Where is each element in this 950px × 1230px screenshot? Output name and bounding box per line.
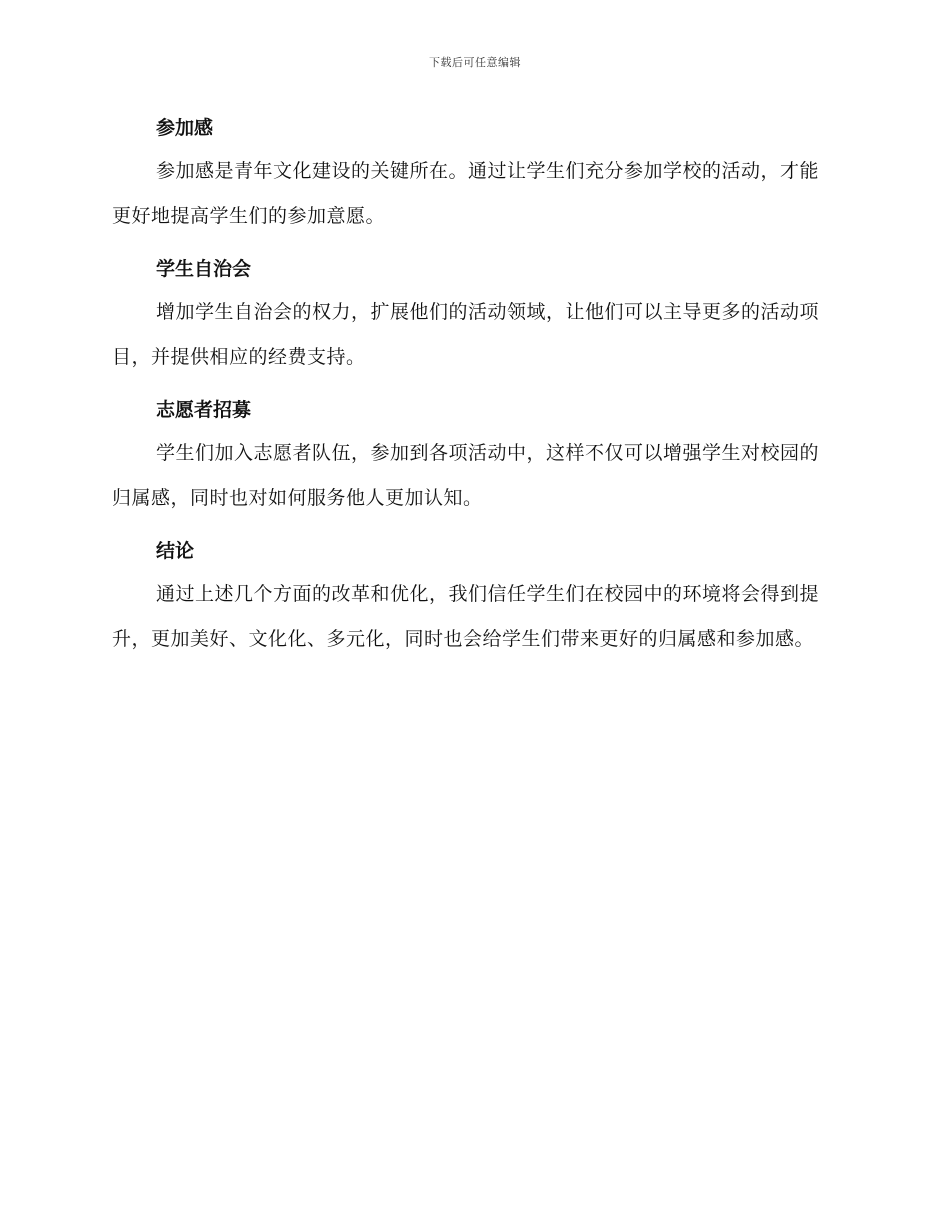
section-heading: 志愿者招募 (156, 399, 252, 421)
section-participation (112, 110, 832, 239)
section-paragraph: 参加感是青年文化建设的关键所在。通过让学生们充分参加学校的活动，才能更好地提高学生们的参加意愿。 (112, 160, 820, 227)
section-volunteer-recruitment (112, 392, 832, 521)
section-heading: 结论 (156, 540, 195, 562)
section-student-union (112, 251, 832, 380)
section-paragraph: 学生们加入志愿者队伍，参加到各项活动中，这样不仅可以增强学生对校园的归属感，同时也对如何服务他人更加认知。 (112, 442, 820, 509)
section-paragraph: 增加学生自治会的权力，扩展他们的活动领域，让他们可以主导更多的活动项目，并提供相应的经费支持。 (112, 301, 820, 368)
document-body (112, 110, 832, 674)
section-conclusion (112, 533, 832, 662)
section-heading: 学生自治会 (156, 258, 252, 280)
section-heading: 参加感 (156, 117, 214, 139)
section-paragraph: 通过上述几个方面的改革和优化，我们信任学生们在校园中的环境将会得到提升，更加美好、文化化、多元化，同时也会给学生们带来更好的归属感和参加感。 (112, 583, 820, 650)
header-note: 下载后可任意编辑 (429, 56, 521, 69)
